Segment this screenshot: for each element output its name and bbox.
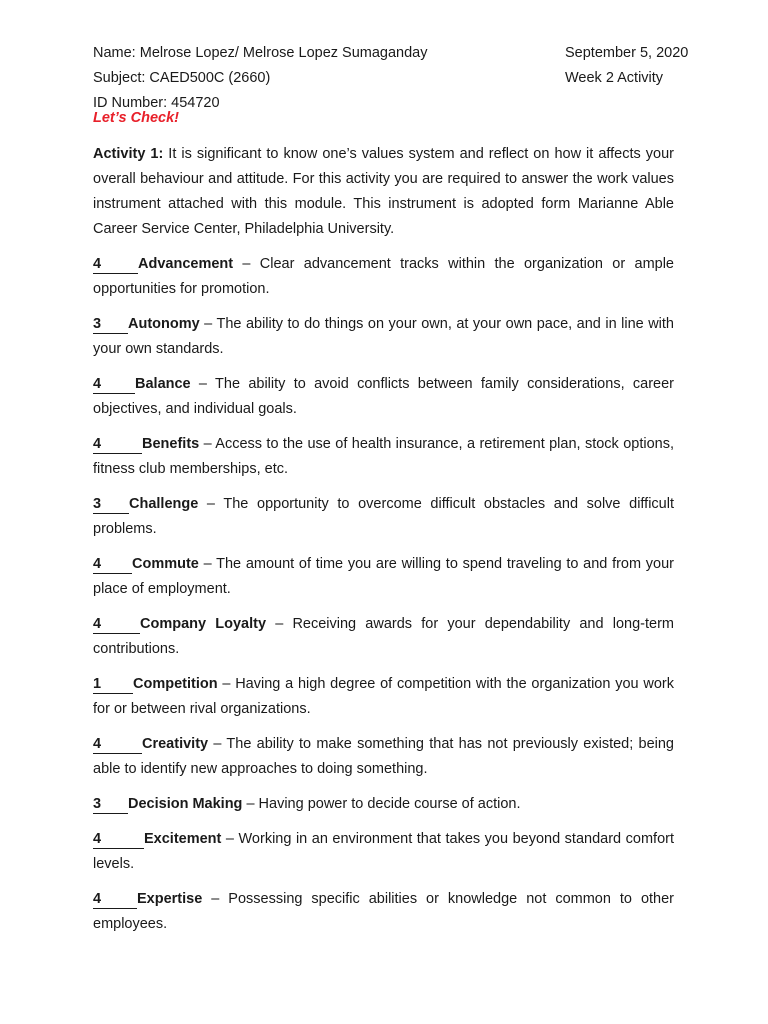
value-description: – The ability to make something that has not previously existed; being able to identify new approaches to doing something. bbox=[93, 736, 674, 777]
date: September 5, 2020 bbox=[565, 45, 689, 61]
value-term: Balance bbox=[135, 376, 191, 392]
activity-instructions bbox=[93, 142, 674, 242]
value-score: 4 bbox=[93, 736, 142, 754]
student-name: Name: Melrose Lopez/ Melrose Lopez Sumaganday bbox=[93, 45, 428, 61]
value-term: Expertise bbox=[137, 891, 203, 907]
header-row-name bbox=[93, 44, 697, 62]
value-term: Challenge bbox=[129, 496, 199, 512]
value-description: – Possessing specific abilities or knowledge not common to other employees. bbox=[93, 891, 674, 932]
value-item bbox=[93, 732, 674, 782]
value-item bbox=[93, 792, 674, 817]
value-item bbox=[93, 552, 674, 602]
value-score: 4 bbox=[93, 891, 137, 909]
value-description: – The amount of time you are willing to spend traveling to and from your place of employment. bbox=[93, 556, 674, 597]
value-term: Advancement bbox=[138, 256, 234, 272]
value-score: 4 bbox=[93, 376, 135, 394]
value-score: 3 bbox=[93, 316, 128, 334]
value-description: – Clear advancement tracks within the organization or ample opportunities for promotion. bbox=[93, 256, 674, 297]
value-term: Competition bbox=[133, 676, 218, 692]
value-term: Decision Making bbox=[128, 796, 243, 812]
value-item bbox=[93, 887, 674, 937]
header-row-id bbox=[93, 94, 697, 112]
value-description: – Access to the use of health insurance, a retirement plan, stock options, fitness club memberships, etc. bbox=[93, 436, 674, 477]
value-score: 4 bbox=[93, 256, 138, 274]
value-item bbox=[93, 672, 674, 722]
value-description: – The ability to do things on your own, at your own pace, and in line with your own standards. bbox=[93, 316, 674, 357]
value-item bbox=[93, 252, 674, 302]
value-item bbox=[93, 312, 674, 362]
value-description: – Working in an environment that takes you beyond standard comfort levels. bbox=[93, 831, 674, 872]
value-item bbox=[93, 827, 674, 877]
value-term: Company Loyalty bbox=[140, 616, 267, 632]
value-score: 3 bbox=[93, 496, 129, 514]
value-score: 4 bbox=[93, 616, 140, 634]
value-score: 4 bbox=[93, 556, 132, 574]
value-description: – Having power to decide course of action. bbox=[242, 796, 521, 812]
value-item bbox=[93, 372, 674, 422]
value-term: Commute bbox=[132, 556, 199, 572]
value-description: – Having a high degree of competition with the organization you work for or between rival organizations. bbox=[93, 676, 674, 717]
value-term: Creativity bbox=[142, 736, 209, 752]
value-term: Excitement bbox=[144, 831, 222, 847]
id-number: ID Number: 454720 bbox=[93, 95, 220, 111]
activity-label: Activity 1: bbox=[93, 146, 164, 162]
activity-text: It is significant to know one’s values system and reflect on how it affects your overall behaviour and attitude. For this activity you are required to answer the work values instrument attached with this module. This instrument is adopted form Marianne Able Career Service Center, Philadelphia University. bbox=[93, 146, 674, 237]
value-description: – The opportunity to overcome difficult obstacles and solve difficult problems. bbox=[93, 496, 674, 537]
value-description: – Receiving awards for your dependability and long-term contributions. bbox=[93, 616, 674, 657]
header-row-subject bbox=[93, 69, 697, 87]
subject: Subject: CAED500C (2660) bbox=[93, 70, 271, 86]
value-item bbox=[93, 612, 674, 662]
week-label: Week 2 Activity bbox=[565, 70, 664, 86]
value-term: Autonomy bbox=[128, 316, 200, 332]
lets-check-heading: Let’s Check! bbox=[93, 110, 179, 126]
value-score: 4 bbox=[93, 831, 144, 849]
value-score: 4 bbox=[93, 436, 142, 454]
value-score: 1 bbox=[93, 676, 133, 694]
value-description: – The ability to avoid conflicts between family considerations, career objectives, and individual goals. bbox=[93, 376, 674, 417]
value-term: Benefits bbox=[142, 436, 200, 452]
value-item bbox=[93, 492, 674, 542]
value-score: 3 bbox=[93, 796, 128, 814]
value-item bbox=[93, 432, 674, 482]
